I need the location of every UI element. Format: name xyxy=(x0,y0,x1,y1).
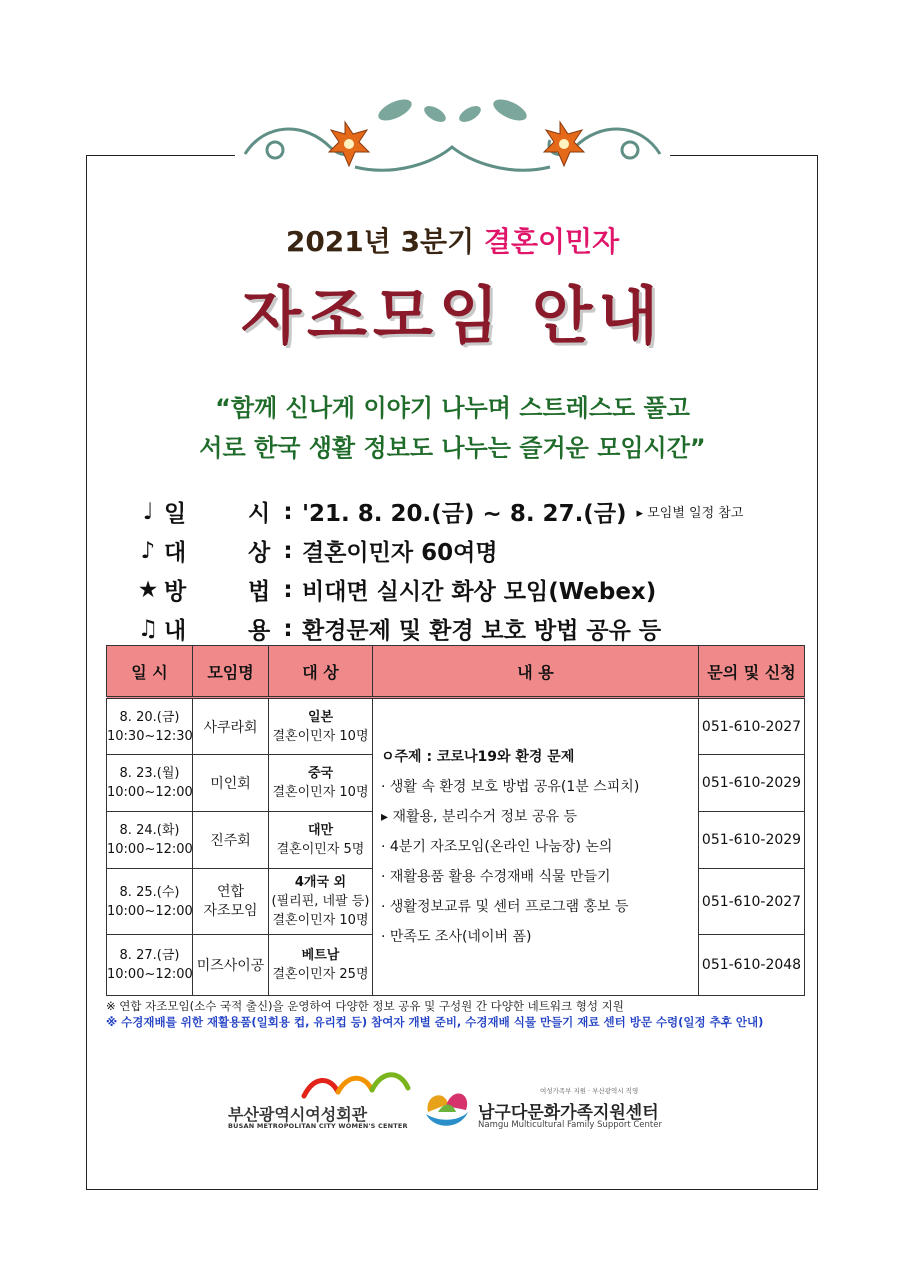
family-center-english: Namgu Multicultural Family Support Center xyxy=(478,1120,662,1130)
info-value: 비대면 실시간 화상 모임(Webex) xyxy=(302,579,657,605)
cell-target: 베트남 결혼이민자 25명 xyxy=(269,935,373,996)
cell-target: 4개국 외 (필리핀, 네팔 등) 결혼이민자 10명 xyxy=(269,869,373,935)
cell-datetime: 8. 27.(금) 10:00~12:00 xyxy=(107,935,193,996)
slogan-line-2: 서로 한국 생활 정보도 나누는 즐거운 모임시간” xyxy=(199,434,706,462)
footnote-2: ※ 수경재배를 위한 재활용품(일회용 컵, 유리컵 등) 참여자 개별 준비, 수경재배 식물 만들기 재료 센터 방문 수령(일정 추후 안내) xyxy=(106,1015,764,1029)
col-header-content: 내 용 xyxy=(373,646,699,698)
cell-group: 미인회 xyxy=(193,755,269,812)
slogan xyxy=(0,388,905,468)
cell-group: 미즈사이공 xyxy=(193,935,269,996)
info-row-content: ♫ 내 용 : 환경문제 및 환경 보호 방법 공유 등 xyxy=(132,609,812,648)
info-value: '21. 8. 20.(금) ~ 8. 27.(금) xyxy=(302,501,627,527)
logo-area xyxy=(0,1068,905,1138)
beamed-notes-icon: ♫ xyxy=(137,615,159,642)
cell-phone: 051-610-2048 xyxy=(699,935,805,996)
cell-target: 일본 결혼이민자 10명 xyxy=(269,698,373,755)
slogan-line-1: “함께 신나게 이야기 나누며 스트레스도 풀고 xyxy=(215,394,690,422)
col-header-datetime: 일 시 xyxy=(107,646,193,698)
cell-group: 사쿠라회 xyxy=(193,698,269,755)
star-icon: ★ xyxy=(137,576,159,603)
footnotes xyxy=(106,998,816,1030)
cell-content: ㅇ주제 : 코로나19와 환경 문제 · 생활 속 환경 보호 방법 공유(1분 스피치) ▸ 재활용, 분리수거 정보 공유 등 · 4분기 자조모임(온라인 나눔장) 논의 · 재활용품 활용 수경재배 식물 만들기 · 생활정보교류 및 센터 프로그램 홍보 등 · 만족도 조사(네이버 폼) xyxy=(373,698,699,996)
table-header-row xyxy=(107,646,805,698)
womens-center-name: 부산광역시여성회관 xyxy=(228,1105,368,1124)
family-center-logo-icon xyxy=(420,1082,474,1132)
floral-ornament-icon xyxy=(235,92,670,184)
cell-datetime: 8. 23.(월) 10:00~12:00 xyxy=(107,755,193,812)
col-header-contact: 문의 및 신청 xyxy=(699,646,805,698)
info-row-schedule: ♩ 일 시 : '21. 8. 20.(금) ~ 8. 27.(금) ▸ 모임별 일정 참고 xyxy=(132,492,812,531)
cell-target: 대만 결혼이민자 5명 xyxy=(269,812,373,869)
family-center-support-note: 여성가족부 지원 · 부산광역시 직영 xyxy=(540,1087,639,1095)
cell-phone: 051-610-2029 xyxy=(699,755,805,812)
cell-group: 연합 자조모임 xyxy=(193,869,269,935)
cell-group: 진주회 xyxy=(193,812,269,869)
info-row-target: ♪ 대 상 : 결혼이민자 60여명 xyxy=(132,531,812,570)
eighth-note-icon: ♪ xyxy=(140,537,156,564)
cell-phone: 051-610-2027 xyxy=(699,869,805,935)
cell-target: 중국 결혼이민자 10명 xyxy=(269,755,373,812)
col-header-target: 대 상 xyxy=(269,646,373,698)
info-note: ▸ 모임별 일정 참고 xyxy=(636,506,744,521)
footnote-1: ※ 연합 자조모임(소수 국적 출신)을 운영하여 다양한 정보 공유 및 구성원 간 다양한 네트워크 형성 지원 xyxy=(106,999,624,1013)
cell-datetime: 8. 20.(금) 10:30~12:30 xyxy=(107,698,193,755)
subtitle-highlight: 결혼이민자 xyxy=(483,225,620,258)
schedule-table xyxy=(106,645,805,996)
col-header-group: 모임명 xyxy=(193,646,269,698)
table-row xyxy=(107,698,805,755)
cell-datetime: 8. 24.(화) 10:00~12:00 xyxy=(107,812,193,869)
page-subtitle: 2021년 3분기 결혼이민자 xyxy=(285,225,620,258)
womens-center-logo-icon xyxy=(300,1068,412,1102)
cell-phone: 051-610-2027 xyxy=(699,698,805,755)
info-value: 환경문제 및 환경 보호 방법 공유 등 xyxy=(302,618,662,644)
info-value: 결혼이민자 60여명 xyxy=(302,540,498,566)
page-title: 자조모임 안내 xyxy=(241,279,664,352)
info-list xyxy=(132,492,812,648)
quarter-note-icon: ♩ xyxy=(142,498,154,525)
info-row-method: ★ 방 법 : 비대면 실시간 화상 모임(Webex) xyxy=(132,570,812,609)
cell-datetime: 8. 25.(수) 10:00~12:00 xyxy=(107,869,193,935)
family-center-name: 남구다문화가족지원센터 xyxy=(478,1103,659,1123)
cell-phone: 051-610-2029 xyxy=(699,812,805,869)
womens-center-english: BUSAN METROPOLITAN CITY WOMEN'S CENTER xyxy=(228,1122,408,1130)
